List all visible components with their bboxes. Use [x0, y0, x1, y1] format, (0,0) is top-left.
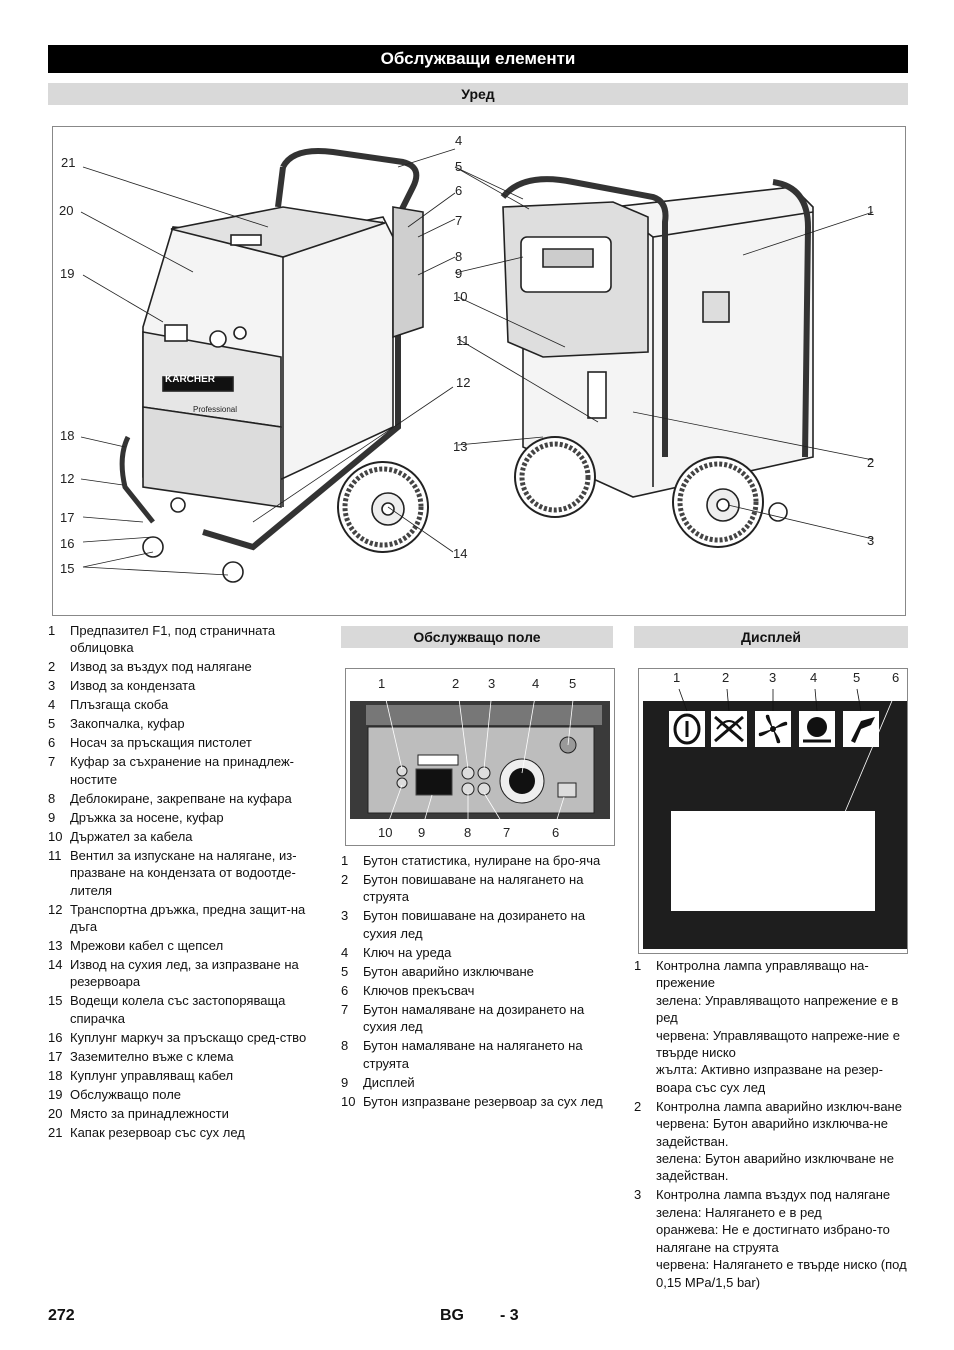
- list-item-title: Куплунг маркуч за пръскащо сред-ство: [70, 1029, 307, 1045]
- panel-callout-1: 1: [378, 676, 386, 691]
- list-item-detail: зелена: Управляващото напрежение е в ред: [656, 992, 899, 1026]
- list-item: [341, 852, 613, 869]
- list-item-title: Водещи колела със застопоряваща спирачка: [70, 993, 286, 1026]
- list-item-detail: жълта: Активно изпразване на резер-воара със сух лед: [656, 1062, 883, 1095]
- list-item: [341, 1093, 613, 1110]
- list-item-number: 1: [48, 623, 56, 638]
- list-item: [48, 847, 310, 899]
- list-item-text: [363, 963, 613, 980]
- list-item: [48, 658, 310, 675]
- list-item-text: [363, 944, 613, 961]
- list-item-number: 9: [341, 1074, 349, 1090]
- fan-icon: [755, 711, 791, 747]
- display-callout-1: 1: [673, 670, 681, 685]
- callout-2: 2: [867, 455, 875, 470]
- list-item-number: 4: [341, 944, 349, 960]
- list-item: [48, 1124, 310, 1141]
- callout-16: 16: [60, 536, 75, 551]
- list-item-number: 5: [341, 963, 349, 979]
- callout-4: 4: [455, 133, 463, 148]
- list-item-title: Капак резервоар със сух лед: [70, 1124, 245, 1140]
- list-item: [634, 1098, 908, 1185]
- list-item-number: 19: [48, 1086, 63, 1102]
- list-item-number: 6: [341, 982, 349, 998]
- list-item-title: Контролна лампа въздух под налягане: [656, 1187, 891, 1203]
- list-item-text: [70, 1048, 310, 1065]
- list-item: [48, 1048, 310, 1065]
- list-item: [341, 1037, 613, 1072]
- list-item-title: Транспортна дръжка, предна защит-на дъга: [70, 901, 306, 935]
- callout-18: 18: [60, 428, 75, 443]
- list-item-title: Контролна лампа аварийно изключ-ване: [656, 1098, 902, 1114]
- panel-callout-4: 4: [532, 676, 540, 691]
- list-item: [634, 1186, 908, 1290]
- list-item: [48, 828, 310, 845]
- list-item-title: Извод за кондензата: [70, 678, 196, 694]
- page-number: 272: [48, 1307, 75, 1324]
- callout-20: 20: [59, 203, 74, 218]
- list-item: [634, 957, 908, 1096]
- brand-logo: KARCHER: [165, 374, 215, 385]
- section-title-control-panel: Обслужващо поле: [341, 626, 613, 648]
- list-item-number: 10: [48, 828, 63, 844]
- list-item: [341, 982, 613, 999]
- list-item-text: [70, 1067, 310, 1084]
- list-item: [48, 1086, 310, 1103]
- list-item-text: [363, 982, 613, 999]
- list-item-number: 17: [48, 1048, 63, 1064]
- section-number: - 3: [500, 1307, 519, 1324]
- list-item-number: 2: [634, 1098, 642, 1114]
- callout-6: 6: [455, 183, 463, 198]
- list-item-title: Дисплей: [363, 1074, 415, 1090]
- list-item-text: [70, 809, 310, 826]
- list-item-number: 8: [341, 1038, 349, 1054]
- list-item-title: Бутон повишаване на дозирането на сухия лед: [363, 908, 586, 941]
- model-label: Professional: [193, 405, 238, 414]
- list-item: [48, 677, 310, 694]
- list-item-title: Бутон повишаване на налягането на струята: [363, 872, 584, 905]
- callout-3: 3: [867, 533, 875, 548]
- list-item: [341, 907, 613, 942]
- list-item-text: [70, 677, 310, 694]
- list-item-number: 1: [341, 853, 349, 868]
- list-item-title: Ключов прекъсвач: [363, 982, 475, 998]
- device-illustration: [52, 126, 906, 616]
- list-item-detail: червена: Налягането е твърде ниско (под 0,15 MPa/1,5 bar): [656, 1257, 907, 1290]
- list-item: [341, 1074, 613, 1091]
- list-item: [48, 937, 310, 954]
- list-item: [48, 715, 310, 732]
- list-item-title: Обслужващо поле: [70, 1086, 182, 1102]
- list-item-number: 6: [48, 735, 56, 751]
- list-item-number: 5: [48, 716, 56, 732]
- list-item: [48, 901, 310, 936]
- list-item-text: [70, 734, 310, 751]
- list-item-number: 8: [48, 790, 56, 806]
- list-item: [48, 1029, 310, 1046]
- callout-11: 11: [456, 333, 470, 348]
- panel-callout-10: 10: [378, 825, 393, 840]
- list-item-number: 7: [48, 754, 56, 770]
- list-item-title: Куплунг управляващ кабел: [70, 1067, 234, 1083]
- list-item-text: [656, 1098, 908, 1185]
- panel-callout-2: 2: [452, 676, 460, 691]
- list-item-text: [363, 852, 613, 869]
- list-item-title: Бутон статистика, нулиране на бро-яча: [363, 853, 601, 868]
- list-item: [341, 963, 613, 980]
- list-item-number: 2: [48, 659, 56, 675]
- callout-8: 8: [455, 249, 463, 264]
- panel-callout-6: 6: [552, 825, 560, 840]
- spray-gun-icon: [843, 711, 879, 747]
- list-item: [48, 992, 310, 1027]
- list-item-number: 15: [48, 993, 63, 1009]
- list-item-text: [70, 1086, 310, 1103]
- list-item-title: Вентил за изпускане на налягане, из-празване на кондензата от водоотде-лителя: [70, 847, 297, 898]
- device-drawing: [53, 127, 905, 615]
- list-item-text: [70, 828, 310, 845]
- callout-9: 9: [455, 266, 463, 281]
- list-item-title: Ключ на уреда: [363, 944, 452, 960]
- list-item-number: 21: [48, 1124, 63, 1140]
- panel-callout-7: 7: [503, 825, 511, 840]
- callout-17: 17: [60, 510, 75, 525]
- list-item-number: 20: [48, 1105, 63, 1121]
- list-item-title: Място за принадлежности: [70, 1105, 229, 1121]
- display-callout-4: 4: [810, 670, 818, 685]
- list-item-text: [363, 907, 613, 942]
- list-item-detail: червена: Управляващото напреже-ние е твърде ниско: [656, 1027, 900, 1061]
- panel-callout-9: 9: [418, 825, 426, 840]
- list-item: [48, 753, 310, 788]
- list-item-number: 14: [48, 957, 63, 973]
- list-item: [48, 790, 310, 807]
- list-item-detail: зелена: Налягането е в ред: [656, 1204, 822, 1220]
- callout-1: 1: [867, 203, 875, 218]
- list-item-number: 11: [48, 847, 62, 863]
- page-title: Обслужващи елементи: [48, 45, 908, 73]
- list-item-text: [70, 1105, 310, 1122]
- display-illustration: [638, 668, 908, 954]
- list-item: [341, 944, 613, 961]
- list-item-title: Плъзгаща скоба: [70, 697, 169, 713]
- list-item-text: [656, 957, 908, 1096]
- list-item-text: [363, 1037, 613, 1072]
- list-item-number: 3: [634, 1187, 642, 1203]
- list-item: [48, 956, 310, 991]
- list-item-text: [70, 847, 310, 899]
- list-item-detail: зелена: Бутон аварийно изключване не задействан.: [656, 1151, 894, 1184]
- list-item: [48, 809, 310, 826]
- list-item-text: [363, 1001, 613, 1036]
- list-item-title: Бутон намаляване на дозирането на сухия лед: [363, 1001, 585, 1035]
- list-item-text: [70, 658, 310, 675]
- list-item-number: 18: [48, 1067, 63, 1083]
- callout-5: 5: [455, 159, 463, 174]
- display-callout-2: 2: [722, 670, 730, 685]
- list-item-number: 9: [48, 809, 56, 825]
- list-item-number: 10: [341, 1093, 356, 1109]
- list-item-title: Деблокиране, закрепване на куфара: [70, 790, 292, 806]
- power-lamp-icon: [669, 711, 705, 747]
- list-item-text: [70, 696, 310, 713]
- list-item-text: [70, 901, 310, 936]
- callout-12: 12: [60, 471, 75, 486]
- callout-13: 13: [453, 439, 468, 454]
- list-item-title: Закопчалка, куфар: [70, 716, 185, 732]
- list-item: [48, 1067, 310, 1084]
- list-item-title: Мрежови кабел с щепсел: [70, 938, 224, 954]
- callout-15: 15: [60, 561, 75, 576]
- list-item-title: Носач за пръскащия пистолет: [70, 735, 252, 751]
- list-item-title: Държател за кабела: [70, 828, 193, 844]
- callout-14: 14: [453, 546, 468, 561]
- list-item-number: 2: [341, 872, 349, 887]
- callout-7: 7: [455, 213, 463, 228]
- list-item: [48, 734, 310, 751]
- list-item-text: [656, 1186, 908, 1290]
- language-code: BG: [440, 1307, 464, 1324]
- pressure-gauge-icon: [799, 711, 835, 747]
- list-item-text: [363, 1074, 613, 1091]
- callout-19: 19: [60, 266, 75, 281]
- list-item-text: [363, 871, 613, 906]
- list-item: [48, 622, 310, 657]
- display-callout-6: 6: [892, 670, 900, 685]
- list-item-title: Извод на сухия лед, за изпразване на резервоара: [70, 957, 299, 990]
- list-item-number: 4: [48, 697, 56, 713]
- display-callout-5: 5: [853, 670, 861, 685]
- parts-list: [48, 622, 310, 1143]
- list-item-text: [70, 753, 310, 788]
- list-item-detail: оранжева: Не е достигнато избрано-то налягане на струята: [656, 1222, 890, 1255]
- display-list: [634, 957, 908, 1293]
- list-item-title: Куфар за съхранение на принадлеж-ностите: [70, 754, 295, 787]
- list-item-title: Заземително въже с клема: [70, 1048, 234, 1064]
- list-item-text: [70, 622, 310, 657]
- list-item-text: [70, 790, 310, 807]
- callout-12b: 12: [456, 375, 471, 390]
- list-item-number: 3: [48, 678, 56, 694]
- list-item-text: [70, 1124, 310, 1141]
- list-item-detail: червена: Бутон аварийно изключва-не задействан.: [656, 1116, 889, 1149]
- emergency-stop-icon: [711, 711, 747, 747]
- list-item-title: Контролна лампа управляващо на-прежение: [656, 958, 869, 991]
- list-item-text: [70, 937, 310, 954]
- panel-callout-5: 5: [569, 676, 577, 691]
- list-item-number: 7: [341, 1001, 349, 1017]
- list-item-text: [70, 956, 310, 991]
- list-item: [48, 1105, 310, 1122]
- list-item-text: [70, 1029, 310, 1046]
- list-item-number: 1: [634, 958, 642, 973]
- list-item-text: [70, 715, 310, 732]
- list-item-number: 16: [48, 1029, 63, 1045]
- list-item-text: [70, 992, 310, 1027]
- control-panel-illustration: [345, 668, 615, 846]
- list-item-title: Бутон изпразване резервоар за сух лед: [363, 1093, 603, 1109]
- list-item: [341, 1001, 613, 1036]
- list-item-text: [363, 1093, 613, 1110]
- control-panel-list: [341, 852, 613, 1112]
- list-item-title: Дръжка за носене, куфар: [70, 809, 224, 825]
- panel-callout-8: 8: [464, 825, 472, 840]
- display-callout-3: 3: [769, 670, 777, 685]
- list-item: [341, 871, 613, 906]
- list-item-number: 13: [48, 938, 63, 954]
- list-item-number: 12: [48, 901, 63, 917]
- section-title-display: Дисплей: [634, 626, 908, 648]
- section-title-device: Уред: [48, 83, 908, 105]
- list-item-title: Предпазител F1, под страничната облицовка: [70, 623, 276, 656]
- callout-10: 10: [453, 289, 468, 304]
- callout-21: 21: [61, 155, 76, 170]
- list-item-title: Бутон аварийно изключване: [363, 963, 534, 979]
- list-item-title: Извод за въздух под налягане: [70, 659, 252, 675]
- control-panel-drawing: [346, 669, 614, 845]
- list-item: [48, 696, 310, 713]
- panel-callout-3: 3: [488, 676, 496, 691]
- display-drawing: [639, 669, 907, 953]
- list-item-number: 3: [341, 908, 349, 924]
- list-item-title: Бутон намаляване на налягането на струята: [363, 1038, 583, 1071]
